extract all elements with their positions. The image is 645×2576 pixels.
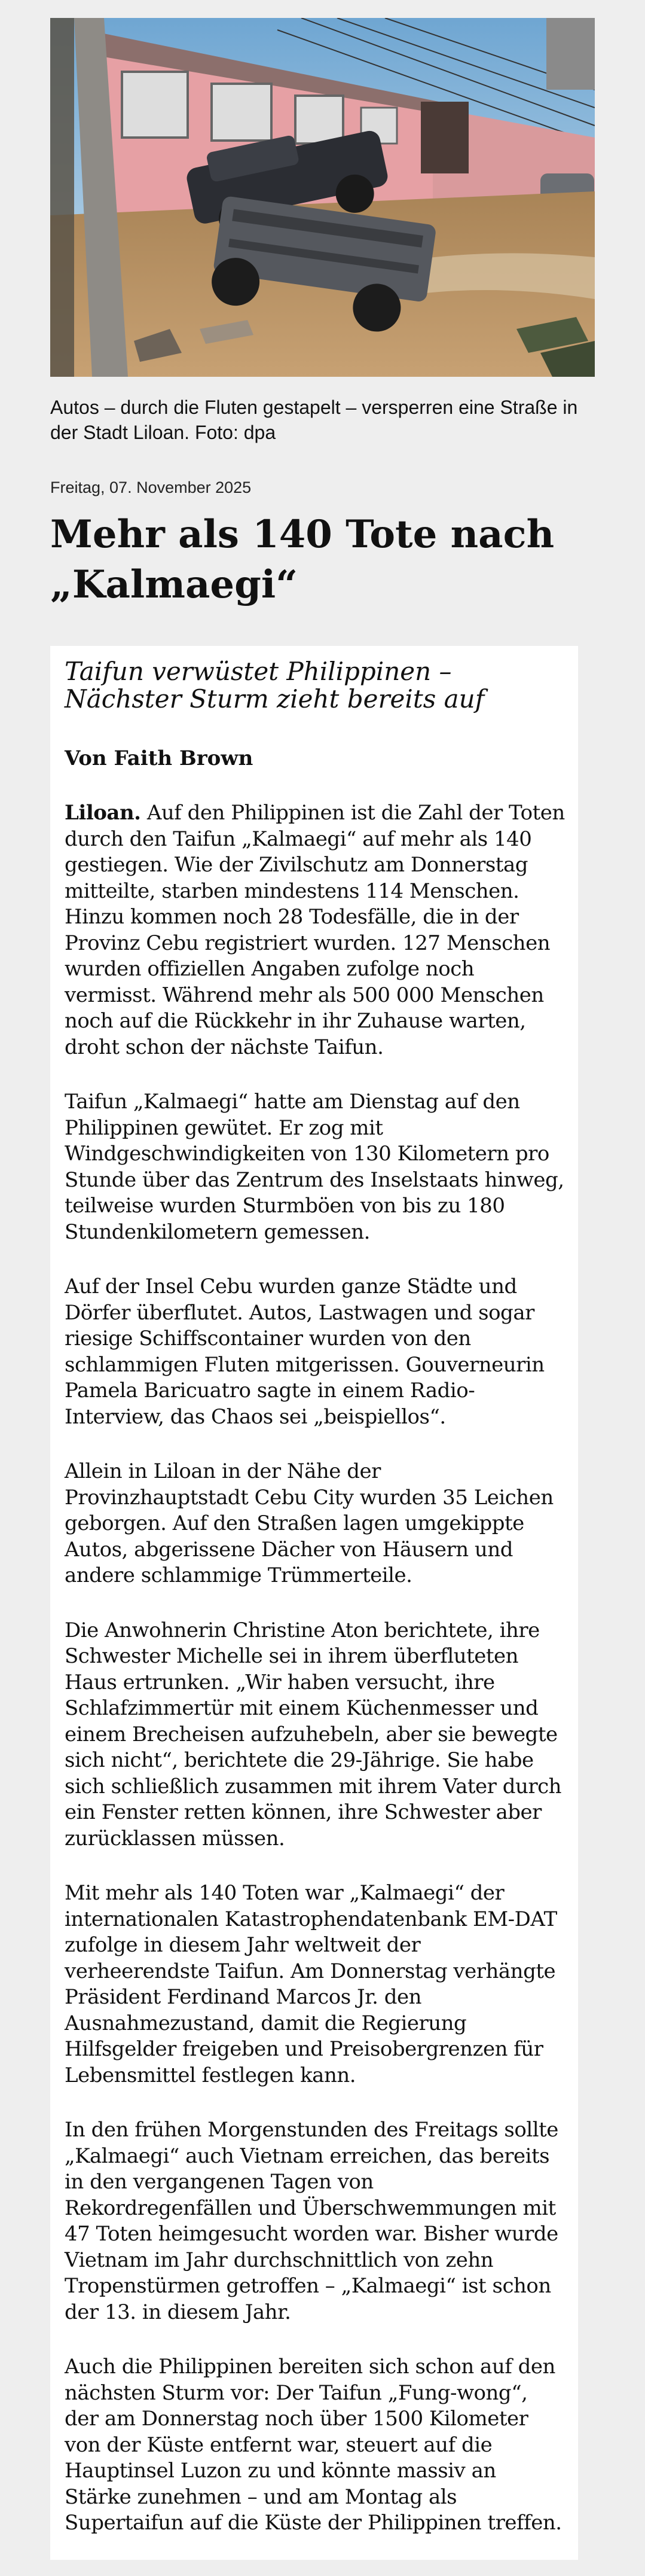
article-body xyxy=(50,646,578,2560)
headline: Mehr als 140 Tote nach „Kalmaegi“ xyxy=(50,512,555,607)
dateline: Liloan. xyxy=(65,801,141,825)
paragraph: Mit mehr als 140 Toten war „Kalmaegi“ der internationalen Katastrophendatenbank EM-DAT zufolge in diesem Jahr weltweit der verheerendste Taifun. Am Donnerstag verhängte Präsident Ferdinand Marcos Jr. den Ausnahmezustand, damit die Regierung Hilfsgelder freigeben und Preisobergrenzen für Lebensmittel festlegen kann. xyxy=(65,1881,557,2087)
article-author: Von Faith Brown xyxy=(65,746,253,770)
paragraph: In den frühen Morgenstunden des Freitags sollte „Kalmaegi“ auch Vietnam erreichen, das bereits in den vergangenen Tagen von Rekordregenfällen und Überschwemmungen mit 47 Toten heimgesucht worden war. Bisher wurde Vietnam im Jahr durchschnittlich von zehn Tropenstürmen getroffen – „Kalmaegi“ ist schon der 13. in diesem Jahr. xyxy=(65,2118,558,2324)
paragraph: Allein in Liloan in der Nähe der Provinzhauptstadt Cebu City wurden 35 Leichen geborgen. Auf den Straßen lagen umgekippte Autos, abgerissene Dächer von Häusern und andere schlammige Trümmerteile. xyxy=(65,1459,554,1587)
paragraph: Die Anwohnerin Christine Aton berichtete, ihre Schwester Michelle sei in ihrem überfluteten Haus ertrunken. „Wir haben versucht, ihre Schlafzimmertür mit einem Küchenmesser und einem Brecheisen aufzuhebeln, aber sie bewegte sich nicht“, berichtete die 29-Jährige. Sie habe sich schließlich zusammen mit ihrem Vater durch ein Fenster retten können, ihre Schwester aber zurücklassen müssen. xyxy=(65,1618,562,1851)
paragraph: Auch die Philippinen bereiten sich schon auf den nächsten Sturm vor: Der Taifun „Fung-wong“, der am Donnerstag noch über 1500 Kilometer von der Küste entfernt war, steuert auf die Hauptinsel Luzon zu und könnte massiv an Stärke zunehmen – und am Montag als Supertaifun auf die Küste der Philippinen treffen. xyxy=(65,2355,562,2535)
article-subtitle: Taifun verwüstet Philippinen – Nächster Sturm zieht bereits auf xyxy=(65,657,485,714)
paragraph: Auf der Insel Cebu wurden ganze Städte und Dörfer überflutet. Autos, Lastwagen und sogar riesige Schiffscontainer wurden von den schlammigen Fluten mitgerissen. Gouverneurin Pamela Baricuatro sagte in einem Radio-Interview, das Chaos sei „beispiellos“. xyxy=(65,1275,545,1429)
article-photo xyxy=(50,18,595,377)
lead-paragraph xyxy=(65,800,565,1060)
flood-street-photo-icon xyxy=(50,18,595,377)
lead-text: Auf den Philippinen ist die Zahl der Toten durch den Taifun „Kalmaegi“ auf mehr als 140 gestiegen. Wie der Zivilschutz am Donnerstag mitteilte, starben mindestens 114 Menschen. Hinzu kommen noch 28 Todesfälle, die in der Provinz Cebu registriert wurden. 127 Menschen wurden offiziellen Angaben zufolge noch vermisst. Während mehr als 500 000 Menschen noch auf die Rückkehr in ihr Zuhause warten, droht schon der nächste Taifun. xyxy=(65,801,565,1059)
publish-date: Freitag, 07. November 2025 xyxy=(50,478,252,496)
photo-caption: Autos – durch die Fluten gestapelt – versperren eine Straße in der Stadt Liloan. Foto: dpa xyxy=(50,397,578,443)
paragraph: Taifun „Kalmaegi“ hatte am Dienstag auf den Philippinen gewütet. Er zog mit Windgeschwindigkeiten von 130 Kilometern pro Stunde über das Zentrum des Inselstaats hinweg, teilweise wurden Sturmböen von bis zu 180 Stundenkilometern gemessen. xyxy=(65,1090,564,1244)
